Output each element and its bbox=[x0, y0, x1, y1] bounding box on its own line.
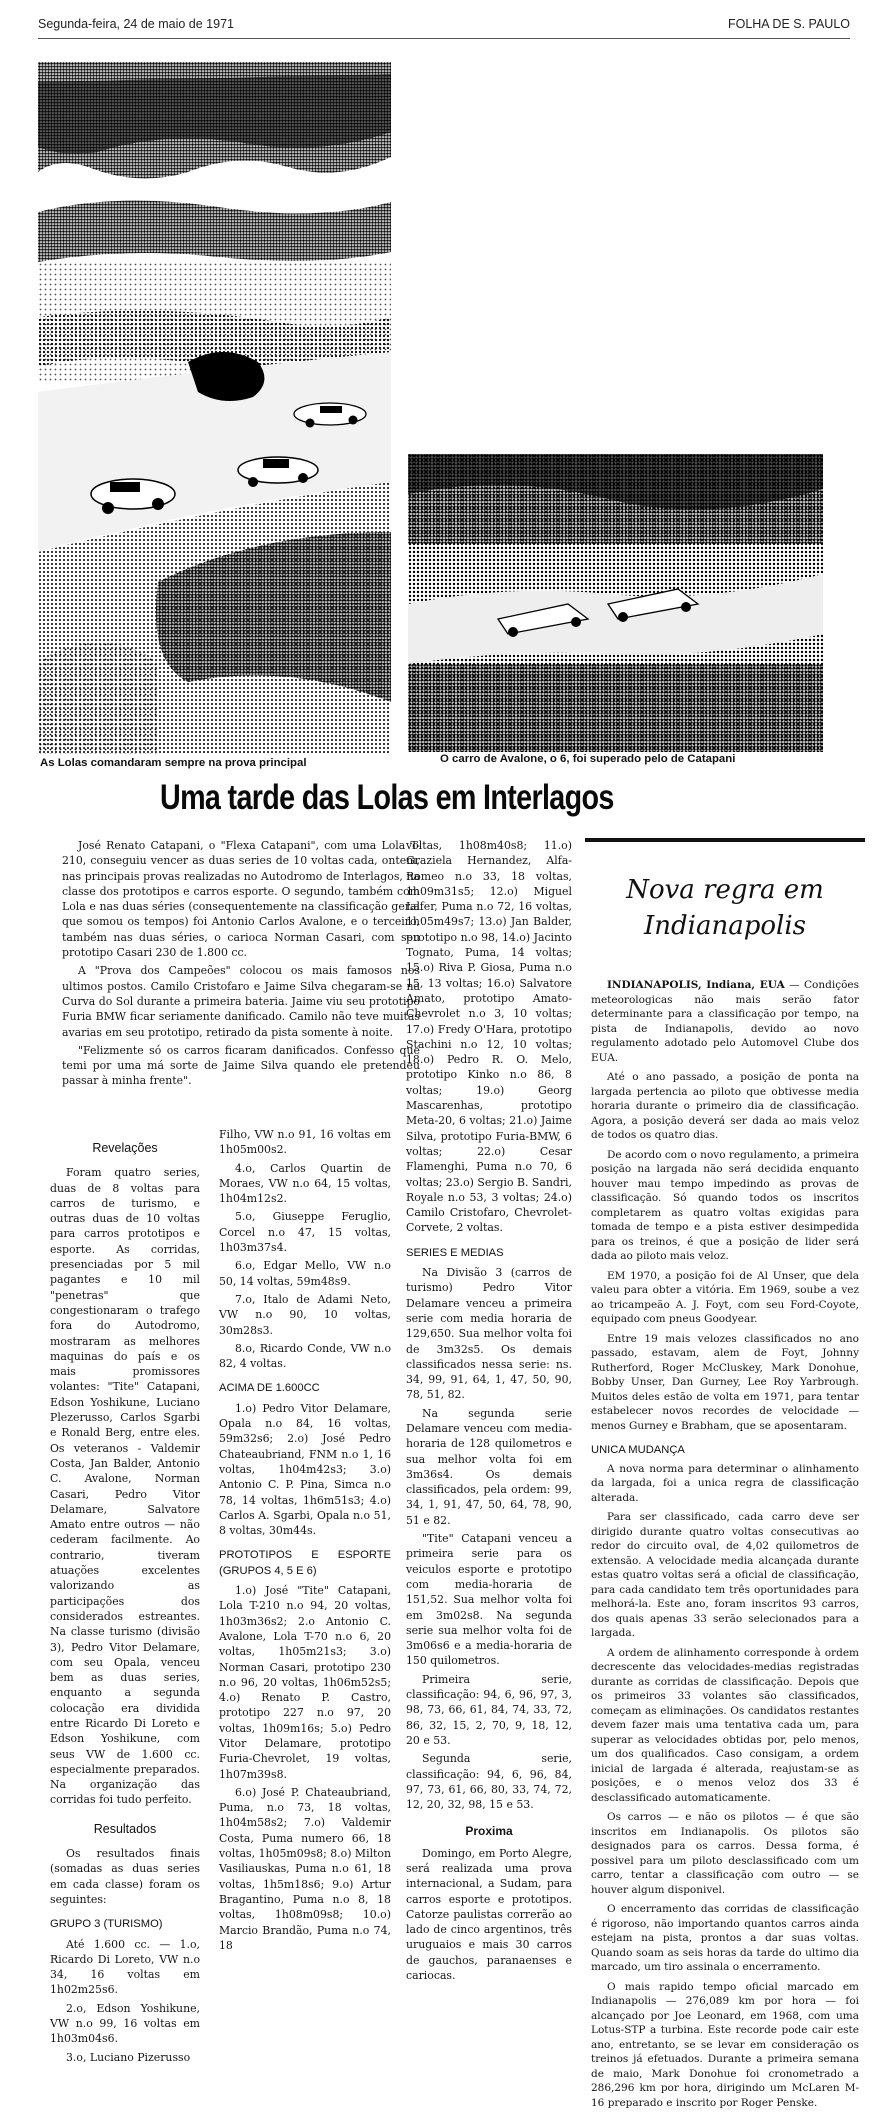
race-photo-lolas bbox=[38, 62, 391, 754]
sidebar-paragraph: Até o ano passado, a posição de ponta na largada pertencia ao piloto que obtivesse media horaria durante o primeiro dia de classificação. Agora, a posição deverá ser dada ao mais veloz de todos os quatro dias. bbox=[591, 1071, 859, 1141]
race-photo-avalone bbox=[408, 454, 823, 752]
indianapolis-sidebar bbox=[585, 838, 865, 2109]
sidebar-dateline: INDIANAPOLIS, Indiana, EUA bbox=[607, 979, 785, 991]
masthead bbox=[38, 14, 850, 34]
race-photo-avalone-image bbox=[408, 454, 823, 752]
result-line: 5.o, Giuseppe Feruglio, Corcel n.o 47, 15 voltas, 1h03m37s4. bbox=[219, 1210, 391, 1255]
article-headline: Uma tarde das Lolas em Interlagos bbox=[160, 778, 614, 817]
sidebar-title: Nova regra em Indianapolis bbox=[626, 875, 824, 941]
sidebar-paragraph: Os carros — e não os pilotos — é que são inscritos em Indianapolis. Os pilotos são designados para os carros. Dessa forma, é possivel para um piloto desclassificado com um carro, tentar a classificação com outro — se houver algum disponivel. bbox=[591, 1811, 859, 1896]
sidebar-paragraph: A nova norma para determinar o alinhamento da largada, foi a unica regra de classificação alterada. bbox=[591, 1462, 859, 1504]
subheading-acima: ACIMA DE 1.600CC bbox=[219, 1382, 320, 1395]
photo-caption-right: O carro de Avalone, o 6, foi superado pelo de Catapani bbox=[440, 753, 736, 765]
result-line: 4.o, Carlos Quartin de Moraes, VW n.o 64, 15 voltas, 1h04m12s2. bbox=[219, 1161, 391, 1206]
masthead-date: Segunda-feira, 24 de maio de 1971 bbox=[38, 17, 234, 31]
sidebar-paragraph: A ordem de alinhamento corresponde à ordem decrescente das velocidades-medias registradas durante as corridas de classificação. Depois que os primeiros 33 volantes são classificados, começam as eliminações. Os candidatos restantes devem fazer mais uma tentativa cada um, para superar as velocidades obtidas por, pelo menos, um dos qualificados. Caso consigam, a ordem inicial de largada é alterada, reajustam-se as posições, e o menos veloz dos 33 é desclassificado automaticamente. bbox=[591, 1646, 859, 1804]
series-paragraph: Segunda serie, classificação: 94, 6, 96, 84, 97, 73, 61, 66, 80, 33, 74, 72, 12, 20, 32, 98, 15 e 53. bbox=[406, 1752, 572, 1812]
subheading-proxima: Proxima bbox=[465, 1824, 513, 1839]
photo-caption-left: As Lolas comandaram sempre na prova principal bbox=[40, 757, 307, 769]
race-photo-lolas-image bbox=[38, 62, 391, 754]
masthead-paper-name: FOLHA DE S. PAULO bbox=[727, 17, 850, 31]
sidebar-paragraph: Para ser classificado, cada carro deve ser dirigido durante quatro voltas consecutivas ao redor do circuito oval, de 4,02 quilometros de extensão. A velocidade media alcançada durante estas quatro voltas será a oficial de classificação, para cada candidato tem três oportunidades para melhorá-la. Este ano, foram inscritos 93 carros, dos quais apenas 33 serão selecionados para a largada. bbox=[591, 1511, 859, 1639]
subheading-unica-mudanca: UNICA MUDANÇA bbox=[591, 1444, 685, 1456]
sidebar-paragraph: EM 1970, a posição foi de Al Unser, que dela valeu para obter a vitória. Em 1969, soube a vez ao tricampeão A. J. Foyt, com seu Ford-Coyote, equipado com pneus Goodyear. bbox=[591, 1269, 859, 1325]
sidebar-paragraph: — Condições meteorologicas não mais serão fator determinante para a classificação por tempo, na pista de Indianapolis, devido ao novo regulamento adotado pelo Automovel Clube dos EUA. bbox=[591, 979, 859, 1064]
result-paragraph: voltas, 1h08m40s8; 11.o) Graziela Hernandez, Alfa-Romeo n.o 33, 18 voltas, 1h09m31s5; 12.o) Miguel Lafer, Puma n.o 72, 16 voltas, 1h05m49s7; 13.o) Jan Balder, prototipo n.o 98, 14.o) Jacinto Tognato, Puma, 14 voltas; 15.o) Riva P. Giosa, Puma n.o 15, 13 voltas; 16.o) Salvatore Amato, prototipo Amato-Chevrolet n.o 3, 10 voltas; 17.o) Fredy O'Hara, prototipo Stachini n.o 12, 10 voltas; 18.o) Pedro R. O. Melo, prototipo Kinko n.o 86, 8 voltas; 19.o) Georg Mascarenhas, prototipo Meta-20, 6 voltas; 21.o) Jaime Silva, prototipo Furia-BMW, 6 voltas; 22.o) Cesar Flamenghi, Puma n.o 70, 6 voltas; 23.o) Sergio B. Sandri, Royale n.o 53, 3 voltas; 24.o) Camilo Cristofaro, Chevrolet-Corvete, 2 voltas. bbox=[406, 839, 572, 1235]
subheading-prototipos: PROTOTIPOS E ESPORTE (GRUPOS 4, 5 E 6) bbox=[219, 1549, 391, 1577]
article-column-a bbox=[50, 1127, 200, 2068]
resultados-intro: Os resultados finais (somadas as duas series em cada classe) foram os seguintes: bbox=[50, 1847, 200, 1906]
masthead-rule bbox=[38, 38, 850, 39]
subheading-revelacoes: Revelações bbox=[92, 1141, 158, 1155]
result-line: 3.o, Luciano Pizerusso bbox=[66, 2050, 191, 2064]
lead-paragraph: "Felizmente só os carros ficaram danificados. Confesso que temi por uma má sorte de Jaime Silva quando ele pretendeu passar à minha frente". bbox=[62, 1043, 420, 1088]
result-paragraph: 1.o) Pedro Vitor Delamare, Opala n.o 84, 16 voltas, 59m32s6; 2.o) José Pedro Chateaubriand, FNM n.o 1, 16 voltas, 1h04m42s3; 3.o) Antonio C. P. Pina, Simca n.o 78, 14 voltas, 1h6m51s3; 4.o) Carlos A. Sgarbi, Opala n.o 51, 8 voltas, 30m44s. bbox=[219, 1401, 391, 1538]
result-line: 7.o, Italo de Adami Neto, VW n.o 90, 10 voltas, 30m28s3. bbox=[219, 1292, 391, 1337]
lead-paragraph: A "Prova dos Campeões" colocou os mais famosos nos ultimos postos. Camilo Cristofaro e Jaime Silva chegaram-se na Curva do Sol durante a primeira bateria. Jaime viu seu prototipo Furia BMW ficar seriamente danificado. Camilo não teve muitas avarias em seu prototipo, retirado da pista somente à noite. bbox=[62, 964, 420, 1039]
result-line: 2.o, Edson Yoshikune, VW n.o 99, 16 voltas em 1h03m04s6. bbox=[50, 2001, 200, 2046]
sidebar-body bbox=[591, 978, 859, 2115]
article-column-c bbox=[406, 838, 572, 1986]
sidebar-paragraph: De acordo com o novo regulamento, a primeira posição na largada não será decidida enquanto houver mau tempo impedindo as provas de classificação. Só quando todos os inscritos completarem as quatro voltas exigidas para tomada de tempo e a pista estiver desimpedida para os treinos, é que a posição de lider será dada ao piloto mais veloz. bbox=[591, 1148, 859, 1262]
result-paragraph: 6.o) José P. Chateaubriand, Puma, n.o 73, 18 voltas, 1h04m58s2; 7.o) Valdemir Costa, Puma numero 66, 18 voltas, 1h05m09s8; 8.o) Milton Vasiliauskas, Puma n.o 61, 18 voltas, 1h5m18s6; 9.o) Artur Bragantino, Puma n.o 8, 18 voltas, 1h08m09s8; 10.o) Marcio Brandão, Puma n.o 74, 18 bbox=[219, 1785, 391, 1952]
result-line: Filho, VW n.o 91, 16 voltas em 1h05m00s2. bbox=[219, 1128, 391, 1157]
article-lead bbox=[62, 838, 420, 1092]
sidebar-paragraph: O mais rapido tempo oficial marcado em Indianapolis — 276,089 km por hora — foi alcançado por Joe Leonard, em 1968, com uma Lotus-STP a turbina. Este recorde pode cair este ano, entretanto, se se levar em consideração os treinos já efetuados. Durante a primeira semana de maio, Mark Donohue foi cronometrado a 286,296 km por hora, dirigindo um McLaren M-16 preparado e inscrito por Roger Penske. bbox=[591, 1980, 859, 2109]
revelacoes-paragraph: Foram quatro series, duas de 8 voltas para carros de turismo, e outras duas de 10 voltas para carros prototipos e esporte. As corridas, presenciadas por 5 mil pagantes e 10 mil "penetras" que congestionaram o trafego fora do Autodromo, mostraram as melhores maquinas do país e os mais promissores volantes: "Tite" Catapani, Edson Yoshikune, Luciano Plezerusso, Carlos Sgarbi e Ronald Berg, entre eles. Os veteranos - Valdemir Costa, Jan Balder, Antonio C. Avalone, Norman Casari, Pedro Vitor Delamare, Salvatore Amato entre outros — não cederam facilmente. Ao contrario, tiveram atuações excelentes valorizando as participações dos considerados estreantes. Na classe turismo (divisão 3), Pedro Vitor Delamare, com seu Opala, venceu bem as duas series, enquanto a segunda colocação era dividida entre Ricardo Di Loreto e Edson Yoshikune, com seus VW de 1.600 cc. especialmente preparados. Na organização das corridas foi tudo perfeito. bbox=[50, 1166, 200, 1807]
subheading-resultados: Resultados bbox=[93, 1821, 157, 1836]
subheading-series: SERIES E MEDIAS bbox=[406, 1246, 504, 1259]
result-line: 8.o, Ricardo Conde, VW n.o 82, 4 voltas. bbox=[219, 1341, 391, 1371]
sidebar-top-rule bbox=[585, 838, 865, 842]
result-line: Até 1.600 cc. — 1.o, Ricardo Di Loreto, VW n.o 34, 16 voltas em 1h02m25s6. bbox=[50, 1937, 200, 1997]
series-paragraph: Na Divisão 3 (carros de turismo) Pedro Vitor Delamare venceu a primeira serie com media horaria de 129,650. Sua melhor volta foi de 3m32s5. Os demais classificados nessa serie: ns. 34, 99, 91, 64, 1, 47, 50, 90, 78, 51, 82. bbox=[406, 1266, 572, 1402]
sidebar-paragraph: O encerramento das corridas de classificação é rigoroso, não importando quantos carros ainda estejam na pista, prontos a dar suas voltas. Quando soam as seis horas da tarde do ultimo dia marcado, um tiro assinala o encerramento. bbox=[591, 1903, 859, 1973]
series-paragraph: Na segunda serie Delamare venceu com media-horaria de 128 quilometros e sua melhor volta foi em 3m36s4. Os demais classificados, pela ordem: 99, 34, 1, 91, 47, 50, 64, 78, 90, 51 e 82. bbox=[406, 1406, 572, 1527]
article-column-b bbox=[219, 1127, 391, 1956]
subheading-grupo3: GRUPO 3 (TURISMO) bbox=[50, 1918, 163, 1931]
sidebar-paragraph: Entre 19 mais velozes classificados no ano passado, estavam, alem de Foyt, Johnny Rutherford, Roger McCluskey, Mark Donohue, Bobby Unser, Dan Gurney, Lee Roy Yarbrough. Muitos deles estão de volta em 1971, para tentar estabelecer novos recordes de velocidade — menos Gurney e Brabham, que se aposentaram. bbox=[591, 1332, 859, 1432]
result-line: 6.o, Edgar Mello, VW n.o 50, 14 voltas, 59m48s9. bbox=[219, 1259, 391, 1288]
result-paragraph: 1.o) José "Tite" Catapani, Lola T-210 n.o 94, 20 voltas, 1h03m36s2; 2.o Antonio C. Avalone, Lola T-70 n.o 6, 20 voltas, 1h05m21s3; 3.o) Norman Casari, prototipo 230 n.o 96, 20 voltas, 1h06m52s5; 4.o) Renato P. Castro, prototipo 227 n.o 97, 20 voltas, 1h09m16s; 5.o) Pedro Vitor Delamare, prototipo Furia-Chevrolet, 19 voltas, 1h07m39s8. bbox=[219, 1584, 391, 1781]
proxima-paragraph: Domingo, em Porto Alegre, será realizada uma prova internacional, a Sudam, para carros esporte e prototipos. Catorze paulistas correrão ao lado de cinco argentinos, três uruguaios e mais 30 carros de gauchos, paranaenses e cariocas. bbox=[406, 1846, 572, 1983]
series-paragraph: Primeira serie, classificação: 94, 6, 96, 97, 3, 98, 73, 66, 61, 84, 74, 33, 72, 86, 32, 15, 2, 70, 9, 18, 12, 20 e 53. bbox=[406, 1672, 572, 1747]
lead-paragraph: José Renato Catapani, o "Flexa Catapani", com uma Lola T-210, conseguiu vencer as duas series de 10 voltas cada, ontem, nas principais provas realizadas no Autodromo de Interlagos, na classe dos prototipos e carros esporte. O segundo, também com Lola e nas duas séries (consequentemente na classificação geral que somou os tempos) foi Antonio Carlos Avalone, e o terceiro, também nas duas séries, o carioca Norman Casari, com seu prototipo Casari 230 de 1.800 cc. bbox=[62, 839, 420, 960]
series-paragraph: "Tite" Catapani venceu a primeira serie para os veiculos esporte e prototipo com media-horaria de 151,52. Sua melhor volta foi em 3m02s8. Na segunda serie sua melhor volta foi de 3m06s6 e a media-horaria de 150 quilometros. bbox=[406, 1532, 572, 1668]
